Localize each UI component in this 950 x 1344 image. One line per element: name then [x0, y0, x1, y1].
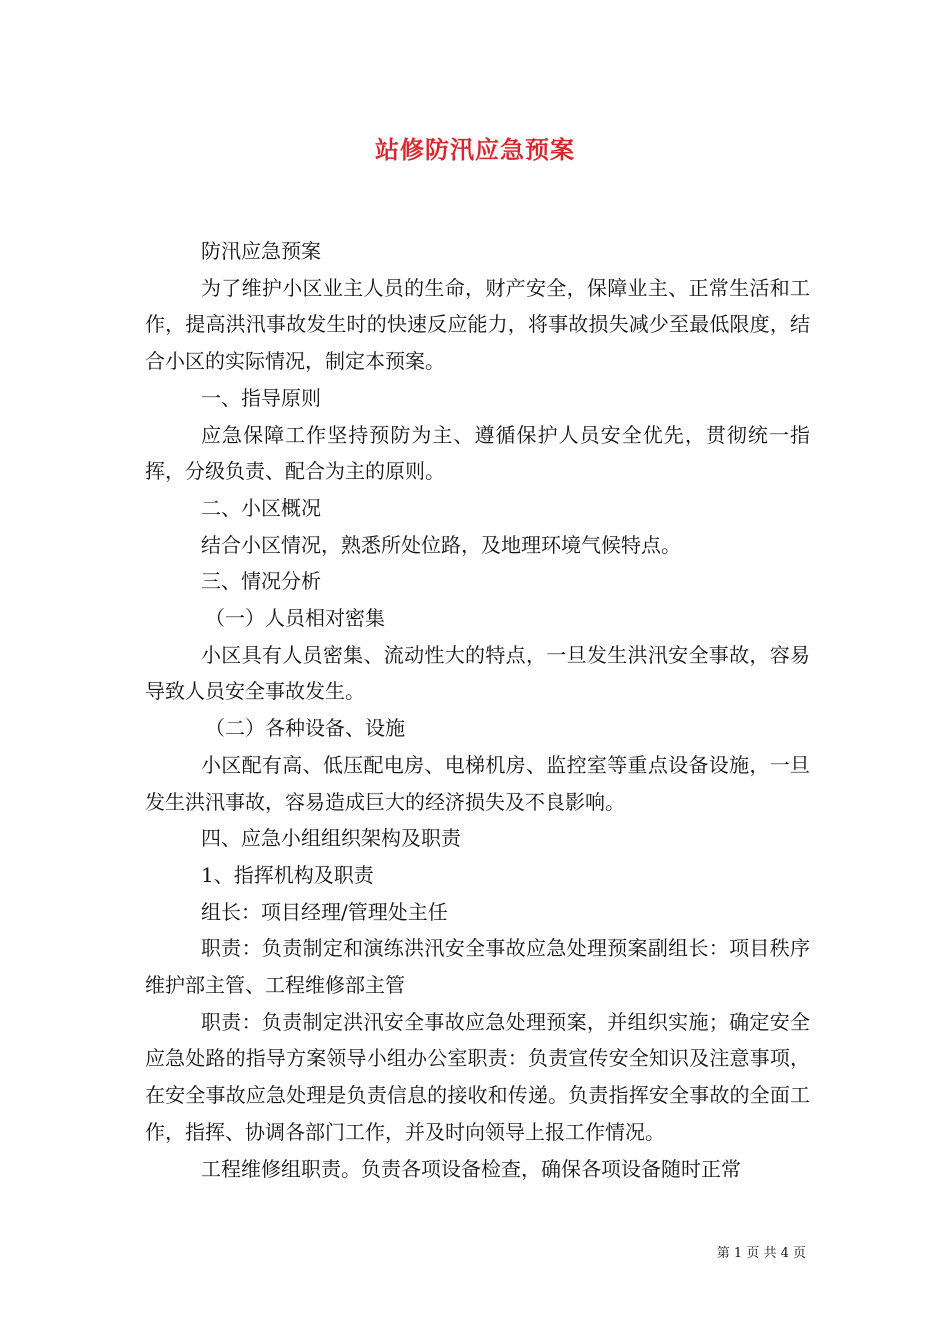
section-heading-principles: 一、指导原则 — [201, 385, 321, 410]
document-body — [145, 233, 810, 1187]
document-title: 站修防汛应急预案 — [375, 135, 575, 164]
section-heading-analysis: 三、情况分析 — [201, 569, 321, 594]
paragraph-principles: 应急保障工作坚持预防为主、遵循保护人员安全优先，贯彻统一指挥，分级负责、配合为主的原则。 — [145, 422, 810, 484]
paragraph-equipment: 小区配有高、低压配电房、电梯机房、监控室等重点设备设施，一旦发生洪汛事故，容易造成巨大的经济损失及不良影响。 — [145, 752, 810, 814]
page-indicator: 第 1 页 共 4 页 — [716, 1246, 806, 1261]
paragraph-leader: 组长：项目经理/管理处主任 — [201, 899, 448, 924]
paragraph-engineering-duties: 工程维修组职责。负责各项设备检查，确保各项设备随时正常 — [201, 1156, 741, 1181]
subsection-heading-command: 1、指挥机构及职责 — [201, 862, 374, 887]
paragraph-leader-duties: 职责：负责制定和演练洪汛安全事故应急处理预案副组长：项目秩序维护部主管、工程维修部主管 — [145, 936, 810, 998]
paragraph-heading: 防汛应急预案 — [201, 239, 321, 263]
paragraph-intro: 为了维护小区业主人员的生命，财产安全，保障业主、正常生活和工作，提高洪汛事故发生时的快速反应能力，将事故损失减少至最低限度，结合小区的实际情况，制定本预案。 — [145, 275, 810, 374]
paragraph-overview: 结合小区情况，熟悉所处位路，及地理环境气候特点。 — [201, 532, 681, 557]
subsection-heading-personnel: （一）人员相对密集 — [205, 606, 385, 631]
section-heading-organization: 四、应急小组组织架构及职责 — [201, 826, 461, 851]
subsection-heading-equipment: （二）各种设备、设施 — [205, 716, 405, 741]
section-heading-overview: 二、小区概况 — [201, 495, 321, 520]
paragraph-personnel: 小区具有人员密集、流动性大的特点，一旦发生洪汛安全事故，容易导致人员安全事故发生。 — [145, 642, 810, 704]
paragraph-deputy-duties: 职责：负责制定洪汛安全事故应急处理预案，并组织实施；确定安全应急处路的指导方案领导小组办公室职责：负责宣传安全知识及注意事项，在安全事故应急处理是负责信息的接收和传递。负责指挥安全事故的全面工作，指挥、协调各部门工作，并及时向领导上报工作情况。 — [145, 1009, 810, 1144]
